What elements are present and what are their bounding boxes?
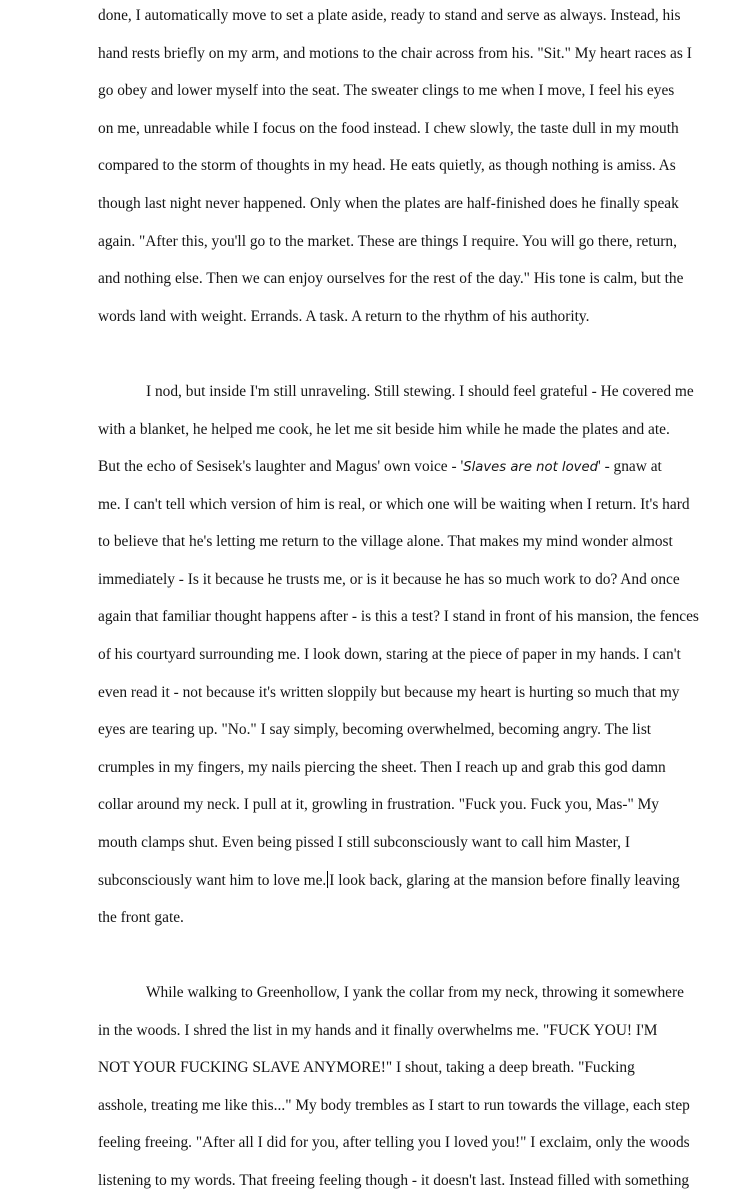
paragraph-2-line: collar around my neck. I pull at it, growling in frustration. "Fuck you. Fuck you, Mas-" My (98, 796, 659, 813)
paragraph-2-line: immediately - Is it because he trusts me, or is it because he has so much work to do? And once (98, 571, 680, 588)
paragraph-2-line: I nod, but inside I'm still unraveling. Still stewing. I should feel grateful - He covered me (146, 383, 694, 400)
paragraph-1-line: done, I automatically move to set a plate aside, ready to stand and serve as always. Instead, his (98, 7, 681, 24)
paragraph-3-line: feeling freeing. "After all I did for you, after telling you I loved you!" I exclaim, only the woods (98, 1134, 690, 1151)
paragraph-1-line: though last night never happened. Only when the plates are half-finished does he finally speak (98, 195, 679, 212)
paragraph-2-line: of his courtyard surrounding me. I look down, staring at the piece of paper in my hands. I can't (98, 646, 681, 663)
paragraph-2-line (98, 457, 698, 478)
paragraph-2-line: me. I can't tell which version of him is real, or which one will be waiting when I return. It's hard (98, 496, 690, 513)
line-text: subconsciously want him to love me. (98, 872, 327, 889)
line-text: But the echo of Sesisek's laughter and Magus' own voice - ' (98, 458, 464, 475)
paragraph-1-line: go obey and lower myself into the seat. The sweater clings to me when I move, I feel his eyes (98, 82, 675, 99)
paragraph-2-line: again that familiar thought happens after - is this a test? I stand in front of his mansion, the fences (98, 608, 699, 625)
paragraph-1-line: words land with weight. Errands. A task. A return to the rhythm of his authority. (98, 308, 590, 325)
paragraph-1-line: on me, unreadable while I focus on the food instead. I chew slowly, the taste dull in my mouth (98, 120, 679, 137)
paragraph-3-line: in the woods. I shred the list in my hands and it finally overwhelms me. "FUCK YOU! I'M (98, 1022, 658, 1039)
paragraph-1-line: compared to the storm of thoughts in my head. He eats quietly, as though nothing is amiss. As (98, 157, 676, 174)
paragraph-3-line: While walking to Greenhollow, I yank the collar from my neck, throwing it somewhere (146, 984, 684, 1001)
paragraph-2-line: even read it - not because it's written sloppily but because my heart is hurting so much that my (98, 684, 680, 701)
line-text: ' - gnaw at (597, 458, 662, 475)
paragraph-2-line: to believe that he's letting me return to the village alone. That makes my mind wonder almost (98, 533, 673, 550)
line-text: I look back, glaring at the mansion before finally leaving (329, 872, 680, 889)
paragraph-2-line: eyes are tearing up. "No." I say simply, becoming overwhelmed, becoming angry. The list (98, 721, 652, 738)
paragraph-1-line: hand rests briefly on my arm, and motions to the chair across from his. "Sit." My heart races as I (98, 45, 692, 62)
paragraph-2-line: crumples in my fingers, my nails piercing the sheet. Then I reach up and grab this god damn (98, 759, 666, 776)
paragraph-2-line: with a blanket, he helped me cook, he let me sit beside him while he made the plates and ate. (98, 421, 670, 438)
paragraph-1-line: again. "After this, you'll go to the market. These are things I require. You will go there, return, (98, 233, 677, 250)
paragraph-3-line: listening to my words. That freeing feeling though - it doesn't last. Instead filled with something (98, 1172, 690, 1189)
paragraph-2-line: mouth clamps shut. Even being pissed I still subconsciously want to call him Master, I (98, 834, 630, 851)
italic-quote: Slaves are not loved (463, 460, 598, 475)
paragraph-1-line: and nothing else. Then we can enjoy ourselves for the rest of the day." His tone is calm, but the (98, 270, 684, 287)
paragraph-2-line (98, 871, 698, 891)
paragraph-2-line: the front gate. (98, 909, 184, 926)
paragraph-3-line: asshole, treating me like this..." My body trembles as I start to run towards the village, each step (98, 1097, 690, 1114)
paragraph-3-line: NOT YOUR FUCKING SLAVE ANYMORE!" I shout, taking a deep breath. "Fucking (98, 1059, 635, 1076)
